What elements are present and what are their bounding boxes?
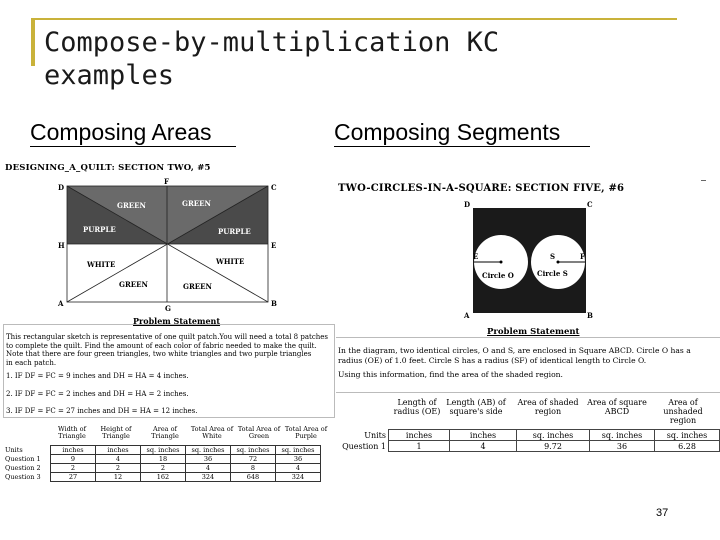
table-row xyxy=(340,441,720,452)
quilt-region-purple-2: PURPLE xyxy=(218,227,251,236)
quilt-problem-line: to complete the quilt. Find the amount of each color of fabric needed to make the quilt. xyxy=(6,341,317,350)
circles-cell: 1 xyxy=(389,441,450,452)
circles-unit-cell: inches xyxy=(450,430,517,441)
quilt-cell: 324 xyxy=(186,473,231,482)
right-heading: Composing Segments xyxy=(334,119,561,145)
circles-cell: 9.72 xyxy=(517,441,590,452)
quilt-region-white-1: WHITE xyxy=(87,260,116,269)
quilt-corner-b: B xyxy=(271,299,277,308)
quilt-unit-cell: sq. inches xyxy=(276,446,321,455)
table-row xyxy=(340,430,720,441)
quilt-unit-cell: sq. inches xyxy=(186,446,231,455)
left-heading: Composing Areas xyxy=(30,119,212,145)
circles-cell: 4 xyxy=(450,441,517,452)
circles-problem-box xyxy=(336,337,720,393)
quilt-cell: 4 xyxy=(276,464,321,473)
quilt-header-height: Height of Triangle xyxy=(100,425,132,440)
circles-corner-c: C xyxy=(587,200,593,209)
circles-cell: 6.28 xyxy=(655,441,720,452)
quilt-panel-title: DESIGNING_A_QUILT: SECTION TWO, #5 xyxy=(5,163,211,173)
quilt-header-width: Width of Triangle xyxy=(58,425,86,440)
circles-row-label: Question 1 xyxy=(342,441,386,451)
quilt-problem-line: This rectangular sketch is representative of one quilt patch.You will need a total 8 patches xyxy=(6,333,328,341)
circles-unit-cell: sq. inches xyxy=(655,430,720,441)
quilt-problem-box xyxy=(3,324,335,418)
title-accent-line xyxy=(31,18,677,20)
table-row xyxy=(4,455,321,464)
circle-o-label: Circle O xyxy=(482,271,514,280)
circles-problem-title: Problem Statement xyxy=(487,327,580,337)
quilt-cell: 9 xyxy=(51,455,96,464)
quilt-problem-q2: 2. IF DF = FC = 2 inches and DH = HA = 2 inches. xyxy=(6,389,189,398)
quilt-cell: 12 xyxy=(96,473,141,482)
quilt-row-label: Question 2 xyxy=(5,464,41,472)
circles-point-s: S xyxy=(550,252,556,261)
quilt-problem-q3: 3. IF DF = FC = 27 inches and DH = HA = 12 inches. xyxy=(6,407,198,415)
circles-header-side: Length (AB) of square's side xyxy=(446,398,506,416)
circles-units-label: Units xyxy=(364,430,386,440)
quilt-region-green-1: GREEN xyxy=(117,201,146,210)
quilt-cell: 324 xyxy=(276,473,321,482)
quilt-unit-cell: inches xyxy=(96,446,141,455)
quilt-unit-cell: sq. inches xyxy=(141,446,186,455)
quilt-header-green: Total Area of Green xyxy=(237,425,281,440)
quilt-problem-q1: 1. IF DF = FC = 9 inches and DH = HA = 4 inches. xyxy=(6,372,189,380)
quilt-region-green-2: GREEN xyxy=(182,199,211,208)
circles-panel-title: TWO-CIRCLES-IN-A-SQUARE: SECTION FIVE, #6 xyxy=(338,183,625,194)
circles-corner-d: D xyxy=(464,200,471,209)
quilt-cell: 8 xyxy=(231,464,276,473)
slide-title-line2: examples xyxy=(44,60,175,91)
title-accent-bar xyxy=(31,18,35,66)
quilt-cell: 4 xyxy=(186,464,231,473)
quilt-header-purple: Total Area of Purple xyxy=(284,425,328,440)
circles-problem-line: In the diagram, two identical circles, O and S, are enclosed in Square ABCD. Circle O has a xyxy=(338,346,691,355)
quilt-corner-e: E xyxy=(271,241,277,250)
quilt-diagram xyxy=(55,177,290,317)
quilt-region-white-2: WHITE xyxy=(216,257,245,266)
circles-point-f: F xyxy=(580,252,585,261)
circles-problem-line: Using this information, find the area of the shaded region. xyxy=(338,370,563,379)
quilt-cell: 4 xyxy=(96,455,141,464)
quilt-region-purple-1: PURPLE xyxy=(83,225,116,234)
quilt-cell: 36 xyxy=(276,455,321,464)
quilt-cell: 648 xyxy=(231,473,276,482)
circles-diagram xyxy=(455,196,605,324)
quilt-cell: 2 xyxy=(96,464,141,473)
circles-header-shaded: Area of shaded region xyxy=(517,398,579,416)
quilt-units-label: Units xyxy=(5,446,23,454)
quilt-cell: 72 xyxy=(231,455,276,464)
quilt-corner-d: D xyxy=(58,183,65,192)
table-row xyxy=(4,446,321,455)
quilt-cell: 162 xyxy=(141,473,186,482)
quilt-header-white: Total Area of White xyxy=(190,425,234,440)
circles-cell: 36 xyxy=(590,441,655,452)
circles-unit-cell: sq. inches xyxy=(517,430,590,441)
page-number: 37 xyxy=(656,507,669,519)
circle-s-label: Circle S xyxy=(537,269,568,278)
table-row xyxy=(4,473,321,482)
quilt-corner-f: F xyxy=(164,177,169,186)
quilt-unit-cell: inches xyxy=(51,446,96,455)
circles-answer-table xyxy=(340,429,720,452)
circles-corner-b: B xyxy=(587,311,593,320)
circles-unit-cell: inches xyxy=(389,430,450,441)
quilt-problem-line: in each patch. xyxy=(6,358,57,367)
circles-point-e: E xyxy=(473,252,479,261)
slide-title-line1: Compose-by-multiplication KC xyxy=(44,27,500,58)
table-row xyxy=(4,464,321,473)
quilt-region-green-4: GREEN xyxy=(183,282,212,291)
slide-title xyxy=(44,26,644,92)
quilt-problem-line: Note that there are four green triangles, two white triangles and two purple triangles xyxy=(6,350,312,358)
circles-header-unshaded: Area of unshaded region xyxy=(663,398,703,425)
quilt-answer-table xyxy=(4,445,321,482)
quilt-unit-cell: sq. inches xyxy=(231,446,276,455)
circles-header-square: Area of square ABCD xyxy=(587,398,647,416)
quilt-corner-a: A xyxy=(58,299,64,308)
circles-unit-cell: sq. inches xyxy=(590,430,655,441)
circles-header-radius: Length of radius (OE) xyxy=(393,398,441,416)
quilt-problem-title: Problem Statement xyxy=(133,316,221,326)
quilt-corner-g: G xyxy=(165,304,171,313)
quilt-region-green-3: GREEN xyxy=(119,280,148,289)
quilt-problem-text xyxy=(6,333,332,416)
left-heading-underline xyxy=(30,146,236,147)
circles-problem-line: radius (OE) of 1.0 feet. Circle S has a radius (SF) of identical length to Circle O. xyxy=(338,356,647,365)
quilt-cell: 36 xyxy=(186,455,231,464)
circles-corner-a: A xyxy=(464,311,470,320)
quilt-corner-h: H xyxy=(58,241,65,250)
quilt-cell: 27 xyxy=(51,473,96,482)
quilt-row-label: Question 3 xyxy=(5,473,41,481)
quilt-corner-c: C xyxy=(271,183,277,192)
quilt-row-label: Question 1 xyxy=(5,455,41,463)
circles-problem-text xyxy=(338,346,720,380)
quilt-cell: 2 xyxy=(51,464,96,473)
scan-mark xyxy=(701,180,706,181)
quilt-cell: 18 xyxy=(141,455,186,464)
quilt-cell: 2 xyxy=(141,464,186,473)
quilt-header-area: Area of Triangle xyxy=(151,425,179,440)
right-heading-underline xyxy=(334,146,590,147)
